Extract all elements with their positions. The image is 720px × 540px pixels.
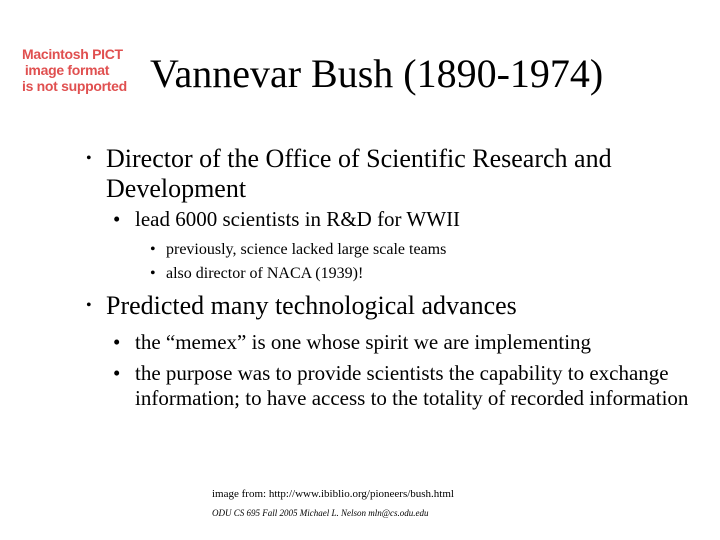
sub-bullet-text: the purpose was to provide scientists the capability to exchange information; to have access to the totality of recorded information: [135, 361, 689, 410]
bullet-dot: •: [150, 241, 156, 258]
placeholder-line: Macintosh PICT: [22, 46, 123, 62]
bullet-dot: •: [113, 361, 121, 385]
sub-bullet-memex: [113, 330, 695, 355]
bullet-dot: •: [113, 330, 121, 354]
bullet-dot: •: [113, 207, 121, 231]
sub-sub-bullet-teams: [150, 239, 686, 260]
pict-placeholder-image: [22, 46, 127, 110]
bullet-predicted: [86, 291, 676, 321]
slide-footer: ODU CS 695 Fall 2005 Michael L. Nelson mln@cs.odu.edu: [212, 508, 429, 518]
bullet-text: Predicted many technological advances: [106, 291, 517, 320]
slide-title: Vannevar Bush (1890-1974): [150, 51, 604, 96]
sub-sub-bullet-text: previously, science lacked large scale teams: [166, 241, 447, 258]
sub-bullet-text: the “memex” is one whose spirit we are implementing: [135, 330, 592, 354]
bullet-dot: •: [86, 150, 92, 167]
bullet-director: [86, 144, 676, 204]
placeholder-line: is not supported: [22, 78, 127, 94]
sub-bullet-purpose: [113, 361, 695, 411]
sub-bullet-scientists: [113, 207, 695, 232]
image-credit: image from: http://www.ibiblio.org/pioneers/bush.html: [212, 488, 454, 500]
sub-sub-bullet-text: also director of NACA (1939)!: [166, 265, 364, 282]
bullet-text: Director of the Office of Scientific Research and Development: [106, 144, 612, 203]
bullet-dot: •: [150, 265, 156, 282]
sub-bullet-text: lead 6000 scientists in R&D for WWII: [135, 207, 461, 231]
sub-sub-bullet-naca: [150, 263, 686, 284]
bullet-dot: •: [86, 297, 92, 314]
placeholder-line: image format: [24, 62, 110, 78]
